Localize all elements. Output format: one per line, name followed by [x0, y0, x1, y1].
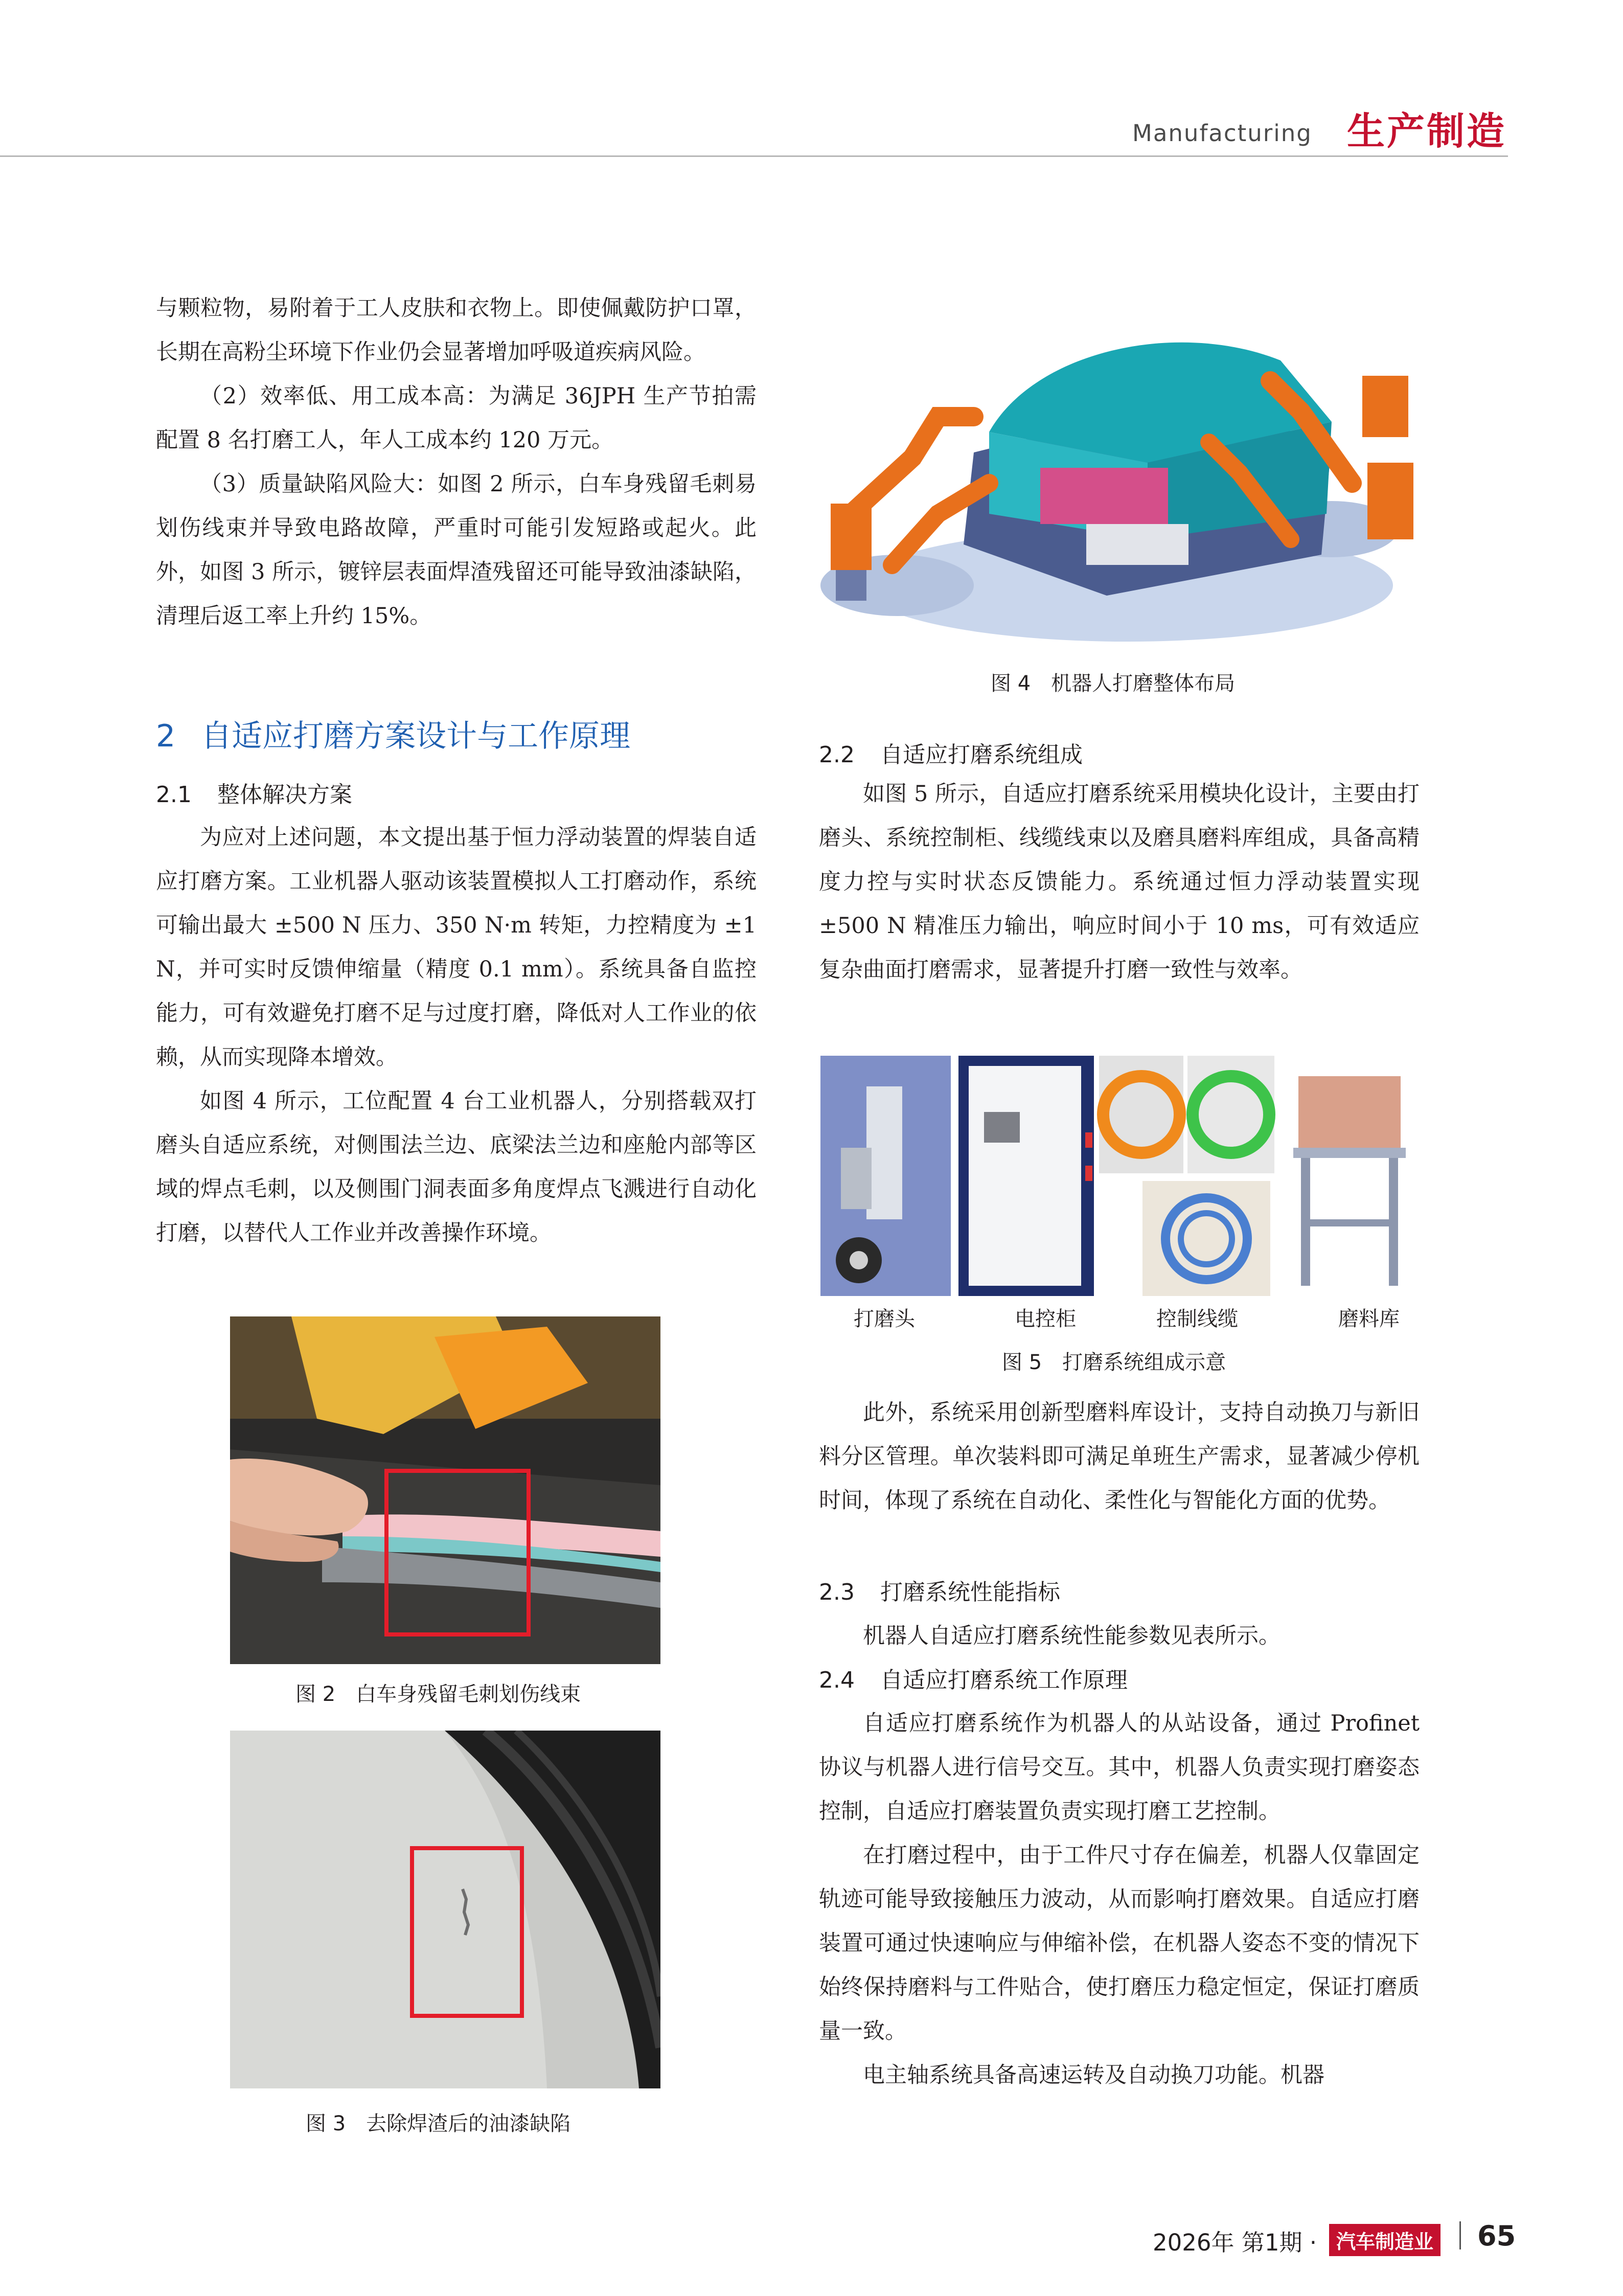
right-column-body-4: [819, 1701, 1420, 2097]
paragraph: 自适应打磨系统作为机器人的从站设备，通过 Profinet 协议与机器人进行信号交互。其中，机器人负责实现打磨姿态控制，自适应打磨装置负责实现打磨工艺控制。: [819, 1711, 1420, 1824]
figure-2-caption: 图 2 白车身残留毛刺划伤线束: [295, 1683, 581, 1706]
paragraph: 为应对上述问题，本文提出基于恒力浮动装置的焊装自适应打磨方案。工业机器人驱动该装置模拟人工打磨动作，系统可输出最大 ±500 N 压力、350 N·m 转矩，力控精度为 ±1 N，并可实时反馈伸缩量（精度 0.1 mm）。系统具备自监控能力，可有效避免打磨不足与过度打磨，降低对人工作业的依赖，从而实现降本增效。: [156, 825, 757, 1070]
figure-3-caption: 图 3 去除焊渣后的油漆缺陷: [306, 2112, 571, 2135]
right-column-body-2: [819, 1391, 1420, 1522]
section-title: 自适应打磨方案设计与工作原理: [201, 718, 631, 754]
paragraph: 电主轴系统具备高速运转及自动换刀功能。机器: [863, 2062, 1324, 2088]
footer-issue: 2026年 第1期 ·: [1153, 2229, 1317, 2256]
section-heading: [156, 712, 630, 756]
right-column-body-3: [819, 1614, 1420, 1658]
header-section-cn: 生产制造: [1347, 109, 1506, 153]
subsection-heading: 2.2 自适应打磨系统组成: [819, 742, 1083, 768]
left-column-body: [156, 815, 757, 1255]
footer-separator: [1459, 2221, 1461, 2249]
paragraph: 如图 5 所示，自适应打磨系统采用模块化设计，主要由打磨头、系统控制柜、线缆线束以及磨具磨料库组成，具备高精度力控与实时状态反馈能力。系统通过恒力浮动装置实现 ±500 N 精准压力输出，响应时间小于 10 ms，可有效适应复杂曲面打磨需求，显著提升打磨一致性与效率。: [819, 781, 1420, 983]
paragraph: 如图 4 所示，工位配置 4 台工业机器人，分别搭载双打磨头自适应系统，对侧围法兰边、底梁法兰边和座舱内部等区域的焊点毛刺，以及侧围门洞表面多角度焊点飞溅进行自动化打磨，以替代人工作业并改善操作环境。: [156, 1088, 757, 1246]
paragraph: （3）质量缺陷风险大：如图 2 所示，白车身残留毛刺易划伤线束并导致电路故障，严重时可能引发短路或起火。此外，如图 3 所示，镀锌层表面焊渣残留还可能导致油漆缺陷，清理后返工率上升约 15%。: [156, 471, 757, 629]
footer-brand-logo: 汽车制造业: [1329, 2224, 1441, 2256]
paragraph: 此外，系统采用创新型磨料库设计，支持自动换刀与新旧料分区管理。单次装料即可满足单班生产需求，显著减少停机时间，体现了系统在自动化、柔性化与智能化方面的优势。: [819, 1400, 1420, 1513]
figure-4-caption: 图 4 机器人打磨整体布局: [991, 672, 1236, 695]
paragraph: 在打磨过程中，由于工件尺寸存在偏差，机器人仅靠固定轨迹可能导致接触压力波动，从而影响打磨效果。自适应打磨装置可通过快速响应与伸缩补偿，在机器人姿态不变的情况下始终保持磨料与工件贴合，使打磨压力稳定恒定，保证打磨质量一致。: [819, 1843, 1420, 2044]
subsection-heading: 2.3 打磨系统性能指标: [819, 1579, 1060, 1605]
header-section-en: Manufacturing: [1132, 120, 1312, 147]
page-number: 65: [1477, 2220, 1516, 2252]
figure-5-components: [820, 1056, 1424, 1296]
fig5-label-control-cabinet: 电控柜: [1015, 1307, 1076, 1331]
fig5-label-abrasive-magazine: 磨料库: [1338, 1307, 1400, 1331]
paragraph: 与颗粒物，易附着于工人皮肤和衣物上。即使佩戴防护口罩，长期在高粉尘环境下作业仍会显著增加呼吸道疾病风险。: [156, 295, 757, 365]
section-number: 2: [156, 718, 176, 754]
paragraph: （2）效率低、用工成本高：为满足 36JPH 生产节拍需配置 8 名打磨工人，年人工成本约 120 万元。: [156, 383, 757, 453]
fig5-label-grinding-head: 打磨头: [854, 1307, 915, 1331]
subsection-heading: 2.4 自适应打磨系统工作原理: [819, 1667, 1128, 1693]
subsection-heading: 2.1 整体解决方案: [156, 782, 352, 808]
header-rule: [0, 155, 1508, 157]
paragraph: 机器人自适应打磨系统性能参数见表所示。: [863, 1623, 1281, 1649]
fig5-label-control-cables: 控制线缆: [1156, 1307, 1238, 1331]
figure-4-robot-layout: [820, 299, 1424, 657]
figure-2-photo: [230, 1316, 660, 1664]
figure-5-caption: 图 5 打磨系统组成示意: [1002, 1351, 1226, 1374]
figure-3-photo: [230, 1731, 660, 2088]
right-column-body-1: [819, 772, 1420, 992]
left-column-top: [156, 286, 757, 638]
